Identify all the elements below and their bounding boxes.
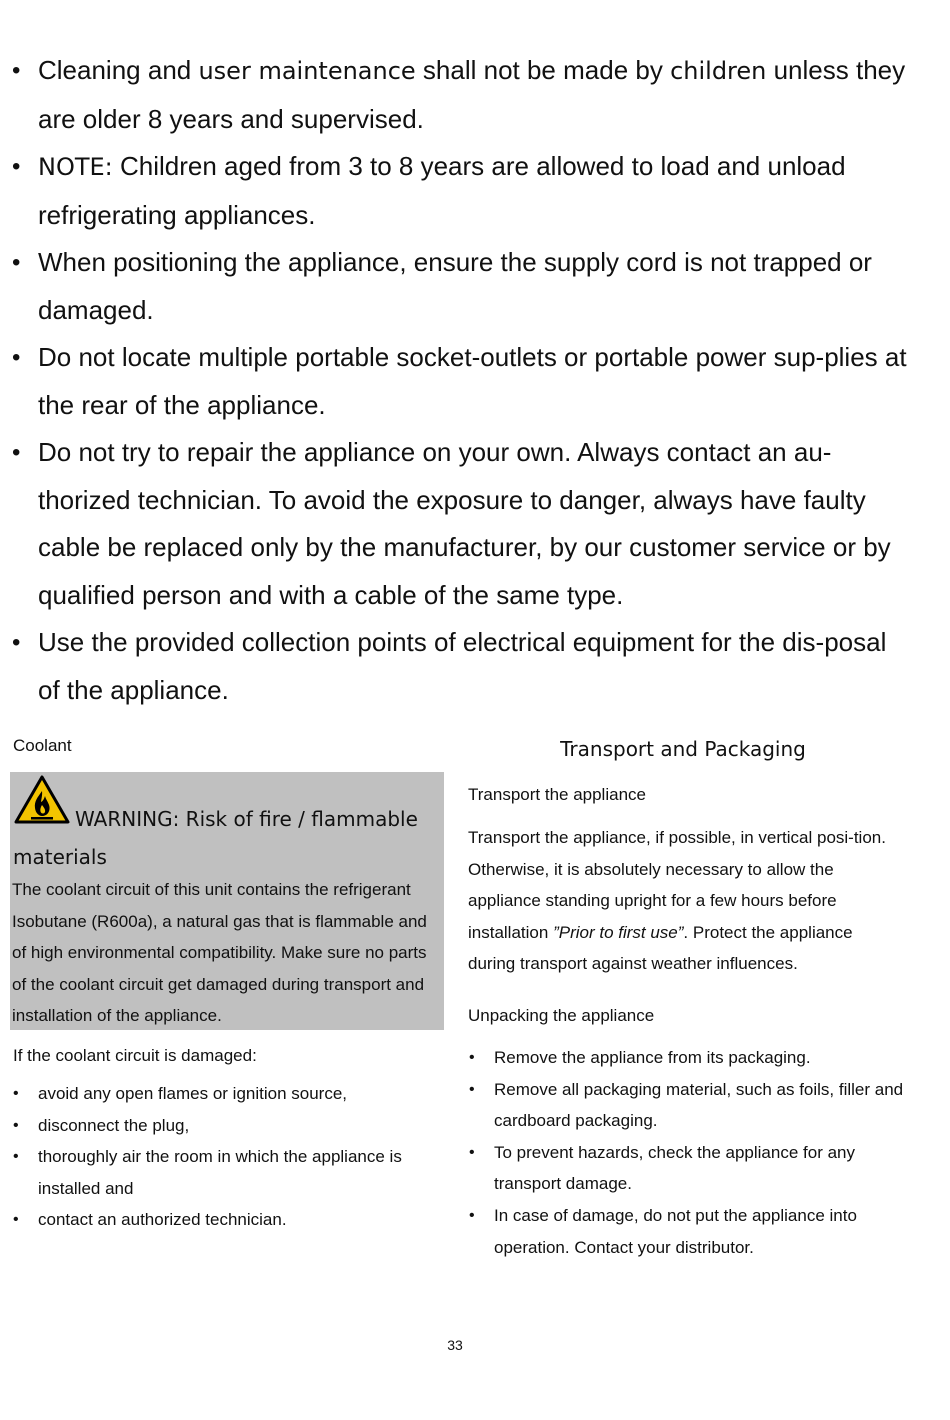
list-item	[38, 334, 908, 429]
coolant-heading: Coolant	[13, 736, 72, 755]
list-item: • thoroughly air the room in which the appliance is installed and	[38, 1141, 438, 1204]
list-item	[38, 47, 908, 143]
transport-subheading: Transport the appliance	[468, 785, 646, 804]
warning-body: The coolant circuit of this unit contains the refrigerant Isobutane (R600a), a natural gas that is flammable and of high environmental compatibility. Make sure no parts of the coolant circuit get damaged during transport and installation of the appliance.	[12, 880, 427, 1026]
list-item	[38, 619, 908, 714]
warning-title: WARNING: Risk of fire / flammable materials	[13, 807, 418, 869]
list-item: • contact an authorized technician.	[38, 1204, 438, 1236]
transport-packaging-heading: Transport and Packaging	[560, 737, 806, 761]
list-item: • In case of damage, do not put the appliance into operation. Contact your distributor.	[494, 1200, 904, 1263]
list-item: • To prevent hazards, check the appliance for any transport damage.	[494, 1137, 904, 1200]
text-segment: Children aged from 3 to 8 years are allowed to load and unload refrigerating appliances.	[38, 151, 846, 230]
text-segment: When positioning the appliance, ensure the supply cord is not trapped or damaged.	[38, 247, 872, 325]
unpacking-steps-list	[494, 1042, 904, 1263]
prior-to-first-use-reference: ”Prior to first use”	[553, 922, 684, 942]
text-segment: children	[670, 57, 767, 85]
warning-box	[10, 772, 444, 1030]
list-item: • avoid any open flames or ignition source,	[38, 1078, 438, 1110]
list-item	[38, 239, 908, 334]
text-segment: Do not try to repair the appliance on your own. Always contact an au-thorized technician. To avoid the exposure to danger, always have faulty cable be replaced only by the manufacturer, by our customer service or by qualified person and with a cable of the same type.	[38, 437, 891, 610]
list-item: • Remove all packaging material, such as foils, filler and cardboard packaging.	[494, 1074, 904, 1137]
text-segment: unless they are older 8 years and supervised.	[38, 55, 906, 134]
note-label: NOTE:	[38, 153, 113, 181]
damaged-steps-list	[38, 1078, 438, 1236]
damaged-heading: If the coolant circuit is damaged:	[13, 1046, 257, 1065]
transport-body	[468, 822, 898, 980]
text-segment: . Protect the appliance during transport against weather influences.	[468, 922, 853, 974]
list-item	[38, 143, 908, 239]
list-item: • disconnect the plug,	[38, 1110, 438, 1142]
text-segment: Transport the appliance, if possible, in vertical posi-tion. Otherwise, it is absolutely necessary to allow the appliance standing upright for a few hours before installation	[468, 828, 886, 942]
text-segment: user maintenance	[198, 57, 416, 85]
text-segment: Cleaning and	[38, 55, 199, 85]
list-item: • Remove the appliance from its packaging.	[494, 1042, 904, 1074]
safety-instructions-list	[38, 47, 908, 714]
text-segment: Use the provided collection points of electrical equipment for the dis-posal of the appliance.	[38, 627, 887, 705]
page-number: 33	[447, 1337, 463, 1353]
text-segment: Do not locate multiple portable socket-outlets or portable power sup-plies at the rear of the appliance.	[38, 342, 907, 420]
list-item	[38, 429, 908, 619]
unpacking-subheading: Unpacking the appliance	[468, 1006, 655, 1025]
text-segment: shall not be made by	[415, 55, 671, 85]
